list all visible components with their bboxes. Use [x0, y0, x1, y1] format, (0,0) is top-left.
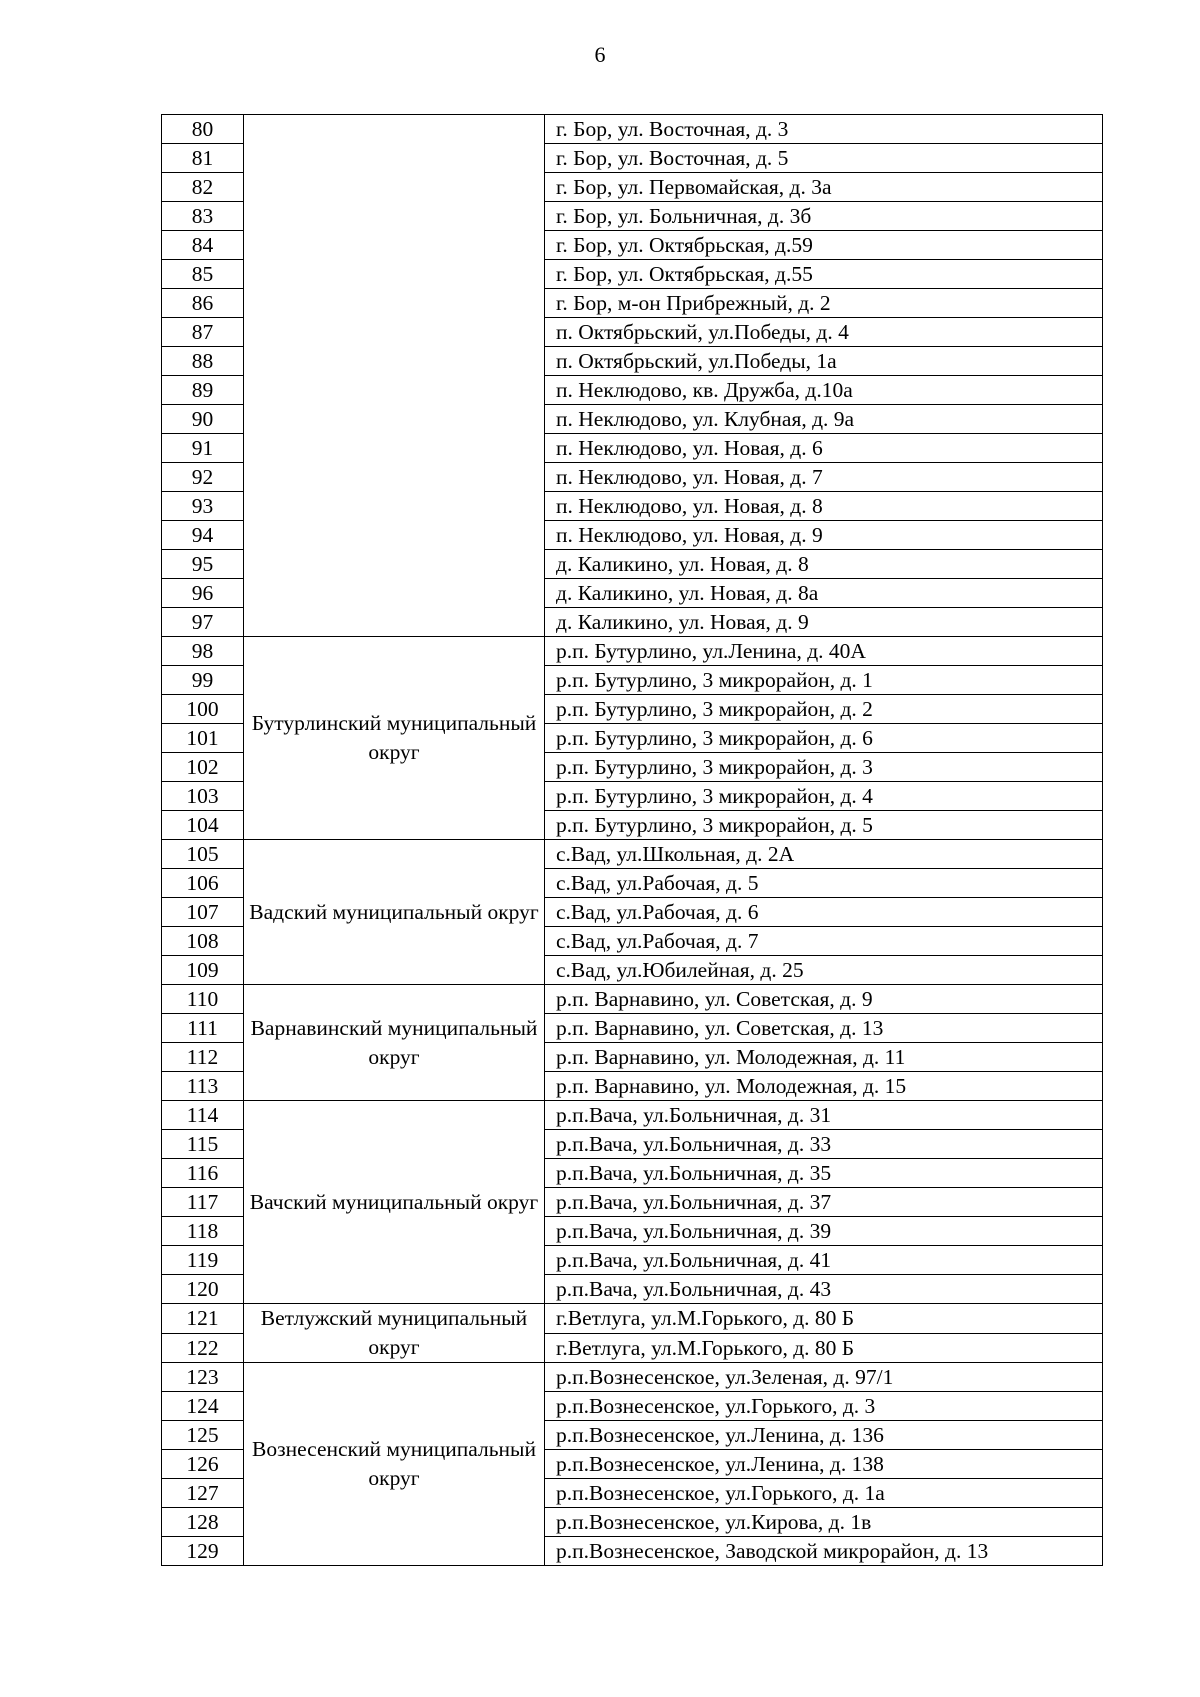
address-cell: р.п. Бутурлино, 3 микрорайон, д. 3 — [545, 753, 1103, 782]
table-row — [162, 1363, 1103, 1392]
address-cell: п. Неклюдово, ул. Новая, д. 8 — [545, 492, 1103, 521]
table-row — [162, 840, 1103, 869]
row-number: 108 — [162, 927, 244, 956]
address-cell: р.п.Вача, ул.Больничная, д. 39 — [545, 1217, 1103, 1246]
address-cell: г.Ветлуга, ул.М.Горького, д. 80 Б — [545, 1333, 1103, 1363]
address-table — [161, 114, 1103, 1566]
address-cell: р.п. Варнавино, ул. Советская, д. 9 — [545, 985, 1103, 1014]
address-cell: г.Ветлуга, ул.М.Горького, д. 80 Б — [545, 1304, 1103, 1334]
address-cell: г. Бор, ул. Восточная, д. 3 — [545, 115, 1103, 144]
row-number: 98 — [162, 637, 244, 666]
row-number: 129 — [162, 1537, 244, 1566]
row-number: 99 — [162, 666, 244, 695]
row-number: 115 — [162, 1130, 244, 1159]
address-cell: р.п. Бутурлино, 3 микрорайон, д. 6 — [545, 724, 1103, 753]
table-row — [162, 1304, 1103, 1334]
address-cell: с.Вад, ул.Рабочая, д. 5 — [545, 869, 1103, 898]
address-cell: д. Каликино, ул. Новая, д. 8а — [545, 579, 1103, 608]
address-cell: р.п. Варнавино, ул. Советская, д. 13 — [545, 1014, 1103, 1043]
row-number: 87 — [162, 318, 244, 347]
row-number: 89 — [162, 376, 244, 405]
row-number: 81 — [162, 144, 244, 173]
row-number: 92 — [162, 463, 244, 492]
address-cell: р.п.Вознесенское, ул.Горького, д. 1а — [545, 1479, 1103, 1508]
row-number: 123 — [162, 1363, 244, 1392]
address-cell: р.п. Бутурлино, 3 микрорайон, д. 1 — [545, 666, 1103, 695]
district-name: Варнавинский муниципальный округ — [244, 985, 545, 1101]
row-number: 86 — [162, 289, 244, 318]
address-cell: р.п.Вознесенское, ул.Ленина, д. 136 — [545, 1421, 1103, 1450]
address-cell: р.п. Бутурлино, 3 микрорайон, д. 2 — [545, 695, 1103, 724]
address-cell: р.п. Бутурлино, 3 микрорайон, д. 5 — [545, 811, 1103, 840]
row-number: 127 — [162, 1479, 244, 1508]
address-cell: р.п.Вознесенское, ул.Горького, д. 3 — [545, 1392, 1103, 1421]
district-name — [244, 115, 545, 637]
row-number: 85 — [162, 260, 244, 289]
address-cell: п. Неклюдово, ул. Клубная, д. 9а — [545, 405, 1103, 434]
row-number: 106 — [162, 869, 244, 898]
address-cell: р.п.Вача, ул.Больничная, д. 43 — [545, 1275, 1103, 1304]
row-number: 103 — [162, 782, 244, 811]
address-cell: п. Неклюдово, ул. Новая, д. 9 — [545, 521, 1103, 550]
row-number: 100 — [162, 695, 244, 724]
row-number: 93 — [162, 492, 244, 521]
address-cell: г. Бор, м-он Прибрежный, д. 2 — [545, 289, 1103, 318]
row-number: 88 — [162, 347, 244, 376]
address-cell: р.п.Вознесенское, Заводской микрорайон, д. 13 — [545, 1537, 1103, 1566]
table-row — [162, 1101, 1103, 1130]
row-number: 114 — [162, 1101, 244, 1130]
address-cell: р.п.Вача, ул.Больничная, д. 33 — [545, 1130, 1103, 1159]
address-cell: р.п.Вача, ул.Больничная, д. 31 — [545, 1101, 1103, 1130]
table-row — [162, 637, 1103, 666]
address-cell: п. Неклюдово, кв. Дружба, д.10а — [545, 376, 1103, 405]
row-number: 91 — [162, 434, 244, 463]
address-cell: с.Вад, ул.Юбилейная, д. 25 — [545, 956, 1103, 985]
row-number: 95 — [162, 550, 244, 579]
address-cell: с.Вад, ул.Рабочая, д. 6 — [545, 898, 1103, 927]
address-cell: д. Каликино, ул. Новая, д. 8 — [545, 550, 1103, 579]
table-row — [162, 985, 1103, 1014]
district-name: Вачский муниципальный округ — [244, 1101, 545, 1304]
row-number: 124 — [162, 1392, 244, 1421]
row-number: 84 — [162, 231, 244, 260]
address-cell: с.Вад, ул.Рабочая, д. 7 — [545, 927, 1103, 956]
address-cell: п. Неклюдово, ул. Новая, д. 7 — [545, 463, 1103, 492]
row-number: 82 — [162, 173, 244, 202]
row-number: 80 — [162, 115, 244, 144]
address-cell: р.п. Бутурлино, ул.Ленина, д. 40А — [545, 637, 1103, 666]
row-number: 112 — [162, 1043, 244, 1072]
address-cell: р.п.Вача, ул.Больничная, д. 37 — [545, 1188, 1103, 1217]
row-number: 96 — [162, 579, 244, 608]
address-cell: г. Бор, ул. Октябрьская, д.55 — [545, 260, 1103, 289]
address-cell: р.п.Вознесенское, ул.Кирова, д. 1в — [545, 1508, 1103, 1537]
row-number: 104 — [162, 811, 244, 840]
row-number: 102 — [162, 753, 244, 782]
address-cell: п. Октябрьский, ул.Победы, 1а — [545, 347, 1103, 376]
page-number: 6 — [594, 42, 606, 67]
row-number: 94 — [162, 521, 244, 550]
address-cell: г. Бор, ул. Первомайская, д. 3а — [545, 173, 1103, 202]
district-name: Ветлужский муниципальный округ — [244, 1304, 545, 1363]
address-cell: с.Вад, ул.Школьная, д. 2А — [545, 840, 1103, 869]
address-cell: р.п. Варнавино, ул. Молодежная, д. 11 — [545, 1043, 1103, 1072]
address-cell: г. Бор, ул. Больничная, д. 3б — [545, 202, 1103, 231]
address-cell: п. Неклюдово, ул. Новая, д. 6 — [545, 434, 1103, 463]
row-number: 107 — [162, 898, 244, 927]
address-cell: р.п.Вача, ул.Больничная, д. 35 — [545, 1159, 1103, 1188]
address-cell: д. Каликино, ул. Новая, д. 9 — [545, 608, 1103, 637]
row-number: 126 — [162, 1450, 244, 1479]
row-number: 90 — [162, 405, 244, 434]
address-cell: р.п.Вача, ул.Больничная, д. 41 — [545, 1246, 1103, 1275]
row-number: 128 — [162, 1508, 244, 1537]
address-table-body — [162, 115, 1103, 1566]
address-cell: р.п. Варнавино, ул. Молодежная, д. 15 — [545, 1072, 1103, 1101]
row-number: 83 — [162, 202, 244, 231]
row-number: 116 — [162, 1159, 244, 1188]
row-number: 101 — [162, 724, 244, 753]
address-cell: п. Октябрьский, ул.Победы, д. 4 — [545, 318, 1103, 347]
row-number: 105 — [162, 840, 244, 869]
row-number: 117 — [162, 1188, 244, 1217]
row-number: 120 — [162, 1275, 244, 1304]
row-number: 125 — [162, 1421, 244, 1450]
address-cell: р.п.Вознесенское, ул.Зеленая, д. 97/1 — [545, 1363, 1103, 1392]
table-row — [162, 115, 1103, 144]
district-name: Вадский муниципальный округ — [244, 840, 545, 985]
row-number: 121 — [162, 1304, 244, 1334]
address-cell: г. Бор, ул. Восточная, д. 5 — [545, 144, 1103, 173]
row-number: 118 — [162, 1217, 244, 1246]
row-number: 110 — [162, 985, 244, 1014]
address-cell: р.п.Вознесенское, ул.Ленина, д. 138 — [545, 1450, 1103, 1479]
row-number: 97 — [162, 608, 244, 637]
row-number: 111 — [162, 1014, 244, 1043]
row-number: 109 — [162, 956, 244, 985]
row-number: 113 — [162, 1072, 244, 1101]
row-number: 122 — [162, 1333, 244, 1363]
district-name: Вознесенский муниципальный округ — [244, 1363, 545, 1566]
address-cell: р.п. Бутурлино, 3 микрорайон, д. 4 — [545, 782, 1103, 811]
row-number: 119 — [162, 1246, 244, 1275]
address-cell: г. Бор, ул. Октябрьская, д.59 — [545, 231, 1103, 260]
district-name: Бутурлинский муниципальный округ — [244, 637, 545, 840]
